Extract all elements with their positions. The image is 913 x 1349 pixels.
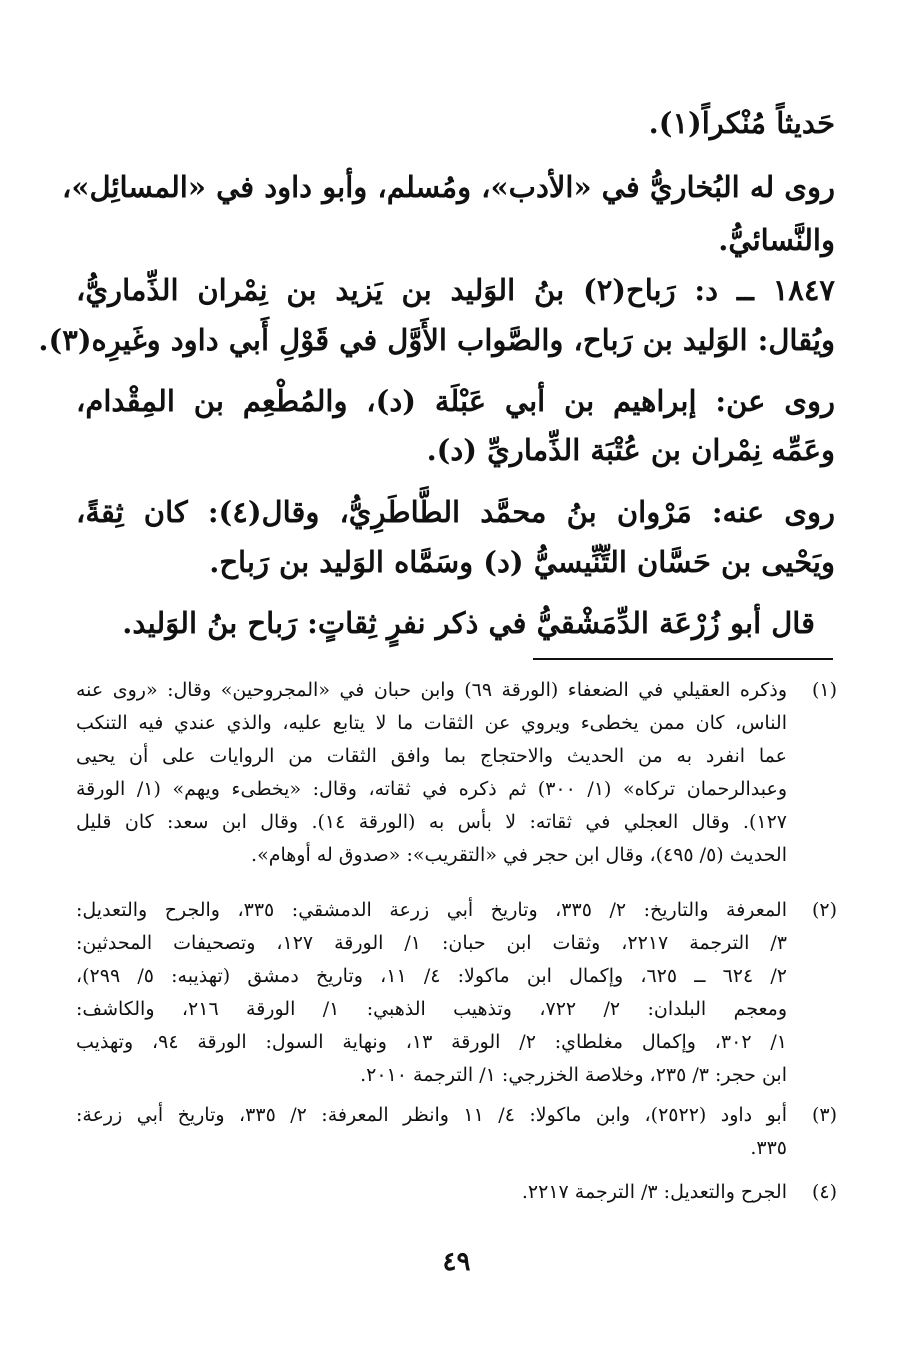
page-number: ٤٩ (442, 1247, 471, 1277)
main-text-line: ١٨٤٧ ــ د: رَباح(٢) بنُ الوَليد بن يَزيد بن نِمْران الذِّماريُّ، (76, 273, 835, 307)
main-text-line: روى له البُخاريُّ في «الأدب»، ومُسلم، وأبو داود في «المسائِل»، (61, 170, 835, 204)
footnote-line: ومعجم البلدان: ٢/ ٧٢٢، وتذهيب الذهبي: ١/ الورقة ٢١٦، والكاشف: (76, 998, 787, 1020)
footnote-line: الناس، كان ممن يخطىء ويروي عن الثقات ما لا يتابع عليه، والذي عندي فيه التنكب (76, 712, 787, 734)
footnote-line: ٢/ ٦٢٤ ــ ٦٢٥، وإكمال ابن ماكولا: ٤/ ١١، وتاريخ دمشق (تهذيبه: ٥/ ٢٩٩)، (76, 965, 787, 987)
footnote-line: أبو داود (٢٥٢٢)، وابن ماكولا: ٤/ ١١ وانظر المعرفة: ٢/ ٣٣٥، وتاريخ أبي زرعة: (76, 1104, 787, 1126)
footnote-line: ١٢٧). وقال العجلي في ثقاته: لا بأس به (الورقة ١٤). وقال ابن سعد: كان قليل (76, 811, 788, 833)
main-text-line: روى عنه: مَرْوان بنُ محمَّد الطَّاطَرِيُّ، وقال(٤): كان ثِقةً، (76, 495, 835, 529)
footnote-line: وعبدالرحمان تركاه» (١/ ٣٠٠) ثم ذكره في ثقاته، وقال: «يخطىء ويهم» (١/ الورقة (76, 778, 787, 800)
main-text-line: وعَمِّه نِمْران بن عُتْبَة الذِّماريِّ (د). (426, 433, 835, 467)
main-text-line: حَديثاً مُنْكراً(١). (648, 106, 835, 140)
footnote-line: ١/ ٣٠٢، وإكمال مغلطاي: ٢/ الورقة ١٣، ونهاية السول: الورقة ٩٤، وتهذيب (76, 1031, 787, 1053)
footnote-separator (533, 658, 833, 660)
footnote-line: الحديث (٥/ ٤٩٥)، وقال ابن حجر في «التقريب»: «صدوق له أوهام». (251, 844, 787, 866)
footnote-number: (٤) (811, 1181, 837, 1203)
main-text-line: والنَّسائيُّ. (718, 223, 835, 257)
footnote-number: (٣) (811, 1104, 837, 1126)
footnote-line: ابن حجر: ٣/ ٢٣٥، وخلاصة الخزرجي: ١/ الترجمة ٢٠١٠. (360, 1064, 787, 1086)
footnote-line: المعرفة والتاريخ: ٢/ ٣٣٥، وتاريخ أبي زرعة الدمشقي: ٣٣٥، والجرح والتعديل: (76, 899, 787, 921)
main-text-line: ويُقال: الوَليد بن رَباح، والصَّواب الأَوَّل في قَوْلِ أَبي داود وغَيرِه(٣). (38, 323, 835, 357)
footnote-line: ٣/ الترجمة ٢٢١٧، وثقات ابن حبان: ١/ الورقة ١٢٧، وتصحيفات المحدثين: (76, 932, 787, 954)
footnote-line: وذكره العقيلي في الضعفاء (الورقة ٦٩) وابن حبان في «المجروحين» وقال: «روى عنه (76, 679, 787, 701)
main-text-line: روى عن: إبراهيم بن أبي عَبْلَة (د)، والمُطْعِم بن المِقْدام، (76, 384, 835, 418)
footnote-number: (١) (811, 679, 837, 701)
footnote-line: ٣٣٥. (750, 1137, 787, 1159)
main-text-line: قال أبو زُرْعَة الدِّمَشْقيُّ في ذكر نفرٍ ثِقاتٍ: رَباح بنُ الوَليد. (122, 606, 815, 640)
footnote-number: (٢) (811, 899, 837, 921)
footnote-line: الجرح والتعديل: ٣/ الترجمة ٢٢١٧. (521, 1181, 787, 1203)
main-text-line: ويَحْيى بن حَسَّان التِّنِّيسيُّ (د) وسَمَّاه الوَليد بن رَباح. (209, 545, 835, 579)
footnote-line: عما انفرد به من الحديث والاحتجاج بما وافق الثقات من الروايات على أن يحيى (76, 745, 787, 767)
